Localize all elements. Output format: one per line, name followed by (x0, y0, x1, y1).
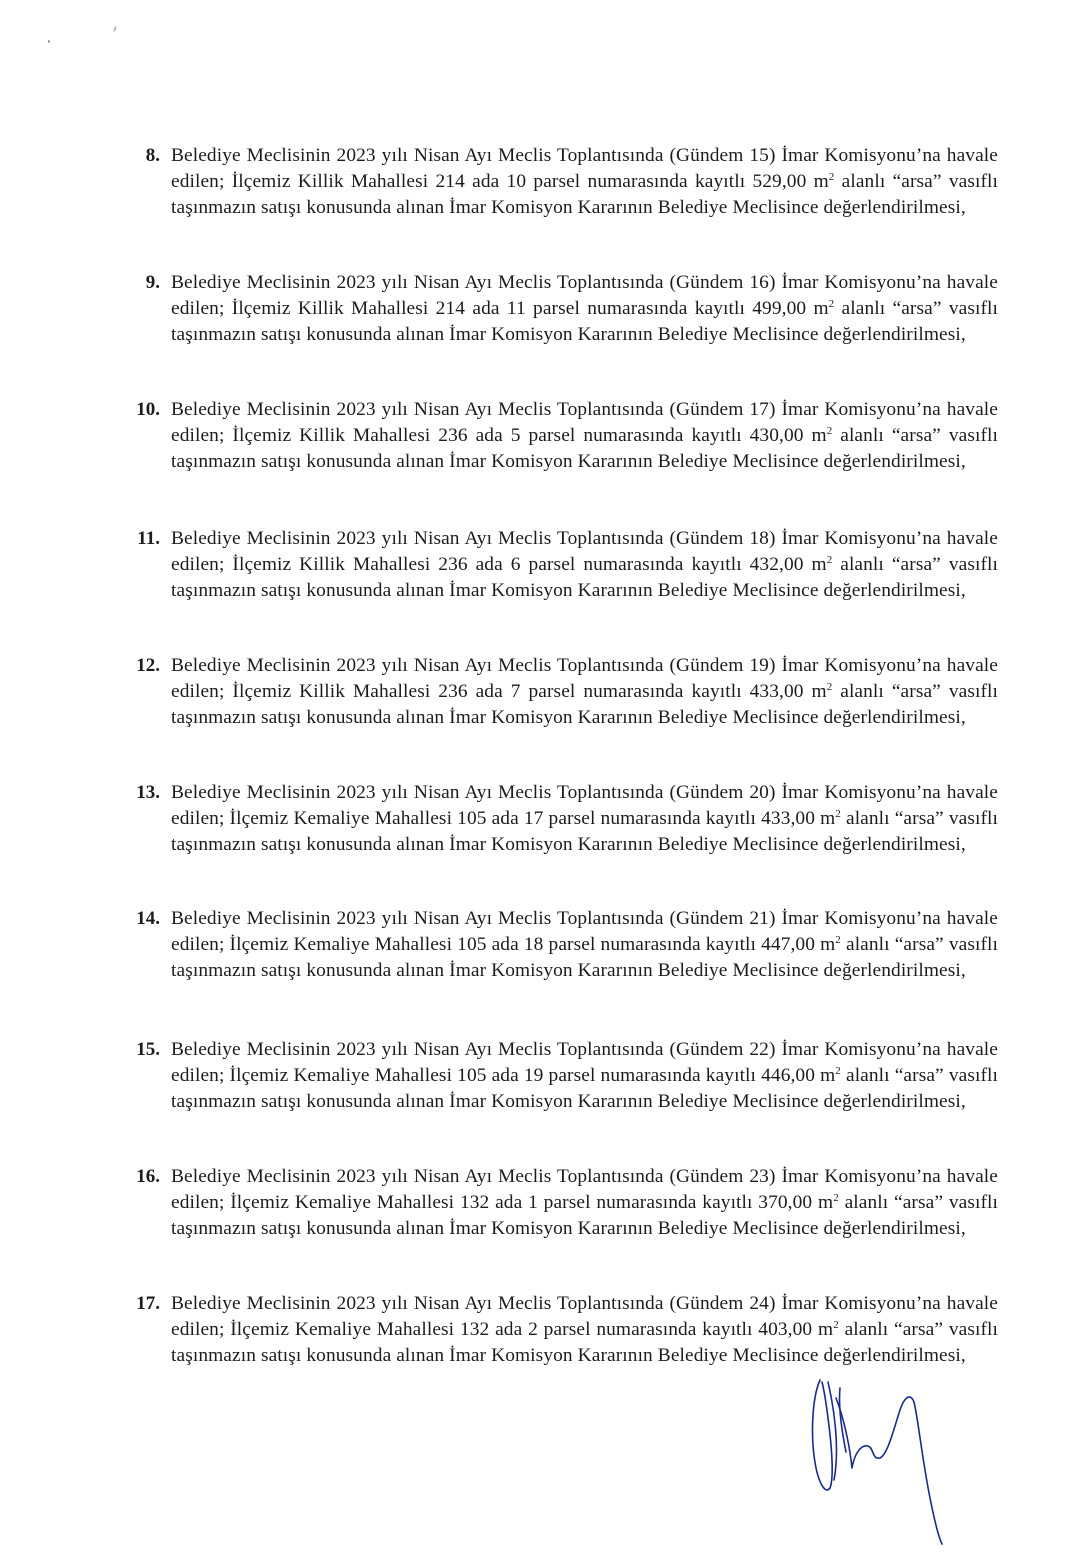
agenda-item-text (171, 906, 998, 984)
agenda-item-text (171, 1291, 998, 1369)
agenda-item-number: 12. (136, 655, 160, 676)
agenda-item-text-part: Belediye Meclisinin 2023 yılı Nisan Ayı Meclis Toplantısında (Gündem 17) İmar Komisyonu’na havale edilen; İlçemiz Killik Mahallesi 236 ada 5 parsel numarasında kayıtlı 430,00 m (171, 399, 998, 446)
agenda-item-text (171, 780, 998, 858)
agenda-item-number: 15. (136, 1039, 160, 1060)
agenda-item-text-part: Belediye Meclisinin 2023 yılı Nisan Ayı Meclis Toplantısında (Gündem 15) İmar Komisyonu’na havale edilen; İlçemiz Killik Mahallesi 214 ada 10 parsel numarasında kayıtlı 529,00 m (171, 145, 998, 192)
superscript: 2 (835, 1065, 841, 1077)
agenda-item-text-part: alanlı “arsa” vasıflı taşınmazın satışı konusunda alınan İmar Komisyon Kararının Belediye Meclisince değerlendirilmesi, (171, 1065, 999, 1112)
agenda-item-text-part: alanlı “arsa” vasıflı taşınmazın satışı konusunda alınan İmar Komisyon Kararının Belediye Meclisince değerlendirilmesi, (171, 171, 998, 218)
superscript: 2 (833, 1192, 839, 1204)
agenda-item-text (171, 653, 998, 731)
superscript: 2 (835, 934, 841, 946)
agenda-item-text-part: alanlı “arsa” vasıflı taşınmazın satışı konusunda alınan İmar Komisyon Kararının Belediye Meclisince değerlendirilmesi, (171, 298, 998, 345)
superscript: 2 (826, 554, 833, 566)
superscript: 2 (833, 1319, 839, 1331)
signature-icon (790, 1368, 950, 1548)
agenda-item-text-part: Belediye Meclisinin 2023 yılı Nisan Ayı Meclis Toplantısında (Gündem 20) İmar Komisyonu’na havale edilen; İlçemiz Kemaliye Mahallesi 105 ada 17 parsel numarasında kayıtlı 433,00 m (171, 782, 998, 829)
agenda-item-text-part: alanlı “arsa” vasıflı taşınmazın satışı konusunda alınan İmar Komisyon Kararının Belediye Meclisince değerlendirilmesi, (171, 808, 999, 855)
agenda-item-number: 10. (136, 399, 160, 420)
agenda-item-text-part: Belediye Meclisinin 2023 yılı Nisan Ayı Meclis Toplantısında (Gündem 22) İmar Komisyonu’na havale edilen; İlçemiz Kemaliye Mahallesi 105 ada 19 parsel numarasında kayıtlı 446,00 m (171, 1039, 998, 1086)
agenda-item-text-part: Belediye Meclisinin 2023 yılı Nisan Ayı Meclis Toplantısında (Gündem 24) İmar Komisyonu’na havale edilen; İlçemiz Kemaliye Mahallesi 132 ada 2 parsel numarasında kayıtlı 403,00 m (171, 1293, 998, 1340)
agenda-item-number: 8. (145, 145, 160, 166)
scan-speck (113, 26, 117, 32)
scan-speck (48, 40, 50, 43)
agenda-item-number: 16. (136, 1166, 160, 1187)
superscript: 2 (826, 425, 833, 437)
superscript: 2 (828, 171, 835, 183)
agenda-item-number: 17. (136, 1293, 160, 1314)
agenda-item-number: 13. (136, 782, 160, 803)
agenda-item-text (171, 1037, 998, 1115)
agenda-item-text-part: Belediye Meclisinin 2023 yılı Nisan Ayı Meclis Toplantısında (Gündem 18) İmar Komisyonu’na havale edilen; İlçemiz Killik Mahallesi 236 ada 6 parsel numarasında kayıtlı 432,00 m (171, 528, 998, 575)
agenda-item-text (171, 1164, 998, 1242)
agenda-item-text-part: alanlı “arsa” vasıflı taşınmazın satışı konusunda alınan İmar Komisyon Kararının Belediye Meclisince değerlendirilmesi, (171, 934, 999, 981)
agenda-item-text-part: alanlı “arsa” vasıflı taşınmazın satışı konusunda alınan İmar Komisyon Kararının Belediye Meclisince değerlendirilmesi, (171, 1319, 998, 1366)
agenda-item-number: 9. (145, 272, 160, 293)
agenda-item-text-part: alanlı “arsa” vasıflı taşınmazın satışı konusunda alınan İmar Komisyon Kararının Belediye Meclisince değerlendirilmesi, (171, 681, 998, 728)
agenda-item-text-part: alanlı “arsa” vasıflı taşınmazın satışı konusunda alınan İmar Komisyon Kararının Belediye Meclisince değerlendirilmesi, (171, 425, 998, 472)
agenda-item-text-part: Belediye Meclisinin 2023 yılı Nisan Ayı Meclis Toplantısında (Gündem 21) İmar Komisyonu’na havale edilen; İlçemiz Kemaliye Mahallesi 105 ada 18 parsel numarasında kayıtlı 447,00 m (171, 908, 998, 955)
agenda-item-text (171, 526, 998, 604)
agenda-item-text-part: Belediye Meclisinin 2023 yılı Nisan Ayı Meclis Toplantısında (Gündem 16) İmar Komisyonu’na havale edilen; İlçemiz Killik Mahallesi 214 ada 11 parsel numarasında kayıtlı 499,00 m (171, 272, 998, 319)
agenda-item-text (171, 143, 998, 221)
superscript: 2 (826, 681, 833, 693)
agenda-item-number: 14. (136, 908, 160, 929)
superscript: 2 (835, 808, 841, 820)
agenda-item-text-part: Belediye Meclisinin 2023 yılı Nisan Ayı Meclis Toplantısında (Gündem 23) İmar Komisyonu’na havale edilen; İlçemiz Kemaliye Mahallesi 132 ada 1 parsel numarasında kayıtlı 370,00 m (171, 1166, 998, 1213)
agenda-item-text-part: Belediye Meclisinin 2023 yılı Nisan Ayı Meclis Toplantısında (Gündem 19) İmar Komisyonu’na havale edilen; İlçemiz Killik Mahallesi 236 ada 7 parsel numarasında kayıtlı 433,00 m (171, 655, 998, 702)
superscript: 2 (828, 298, 835, 310)
agenda-item-text-part: alanlı “arsa” vasıflı taşınmazın satışı konusunda alınan İmar Komisyon Kararının Belediye Meclisince değerlendirilmesi, (171, 554, 998, 601)
agenda-item-text (171, 397, 998, 475)
agenda-item-text-part: alanlı “arsa” vasıflı taşınmazın satışı konusunda alınan İmar Komisyon Kararının Belediye Meclisince değerlendirilmesi, (171, 1192, 998, 1239)
agenda-item-number: 11. (137, 528, 160, 549)
agenda-item-text (171, 270, 998, 348)
